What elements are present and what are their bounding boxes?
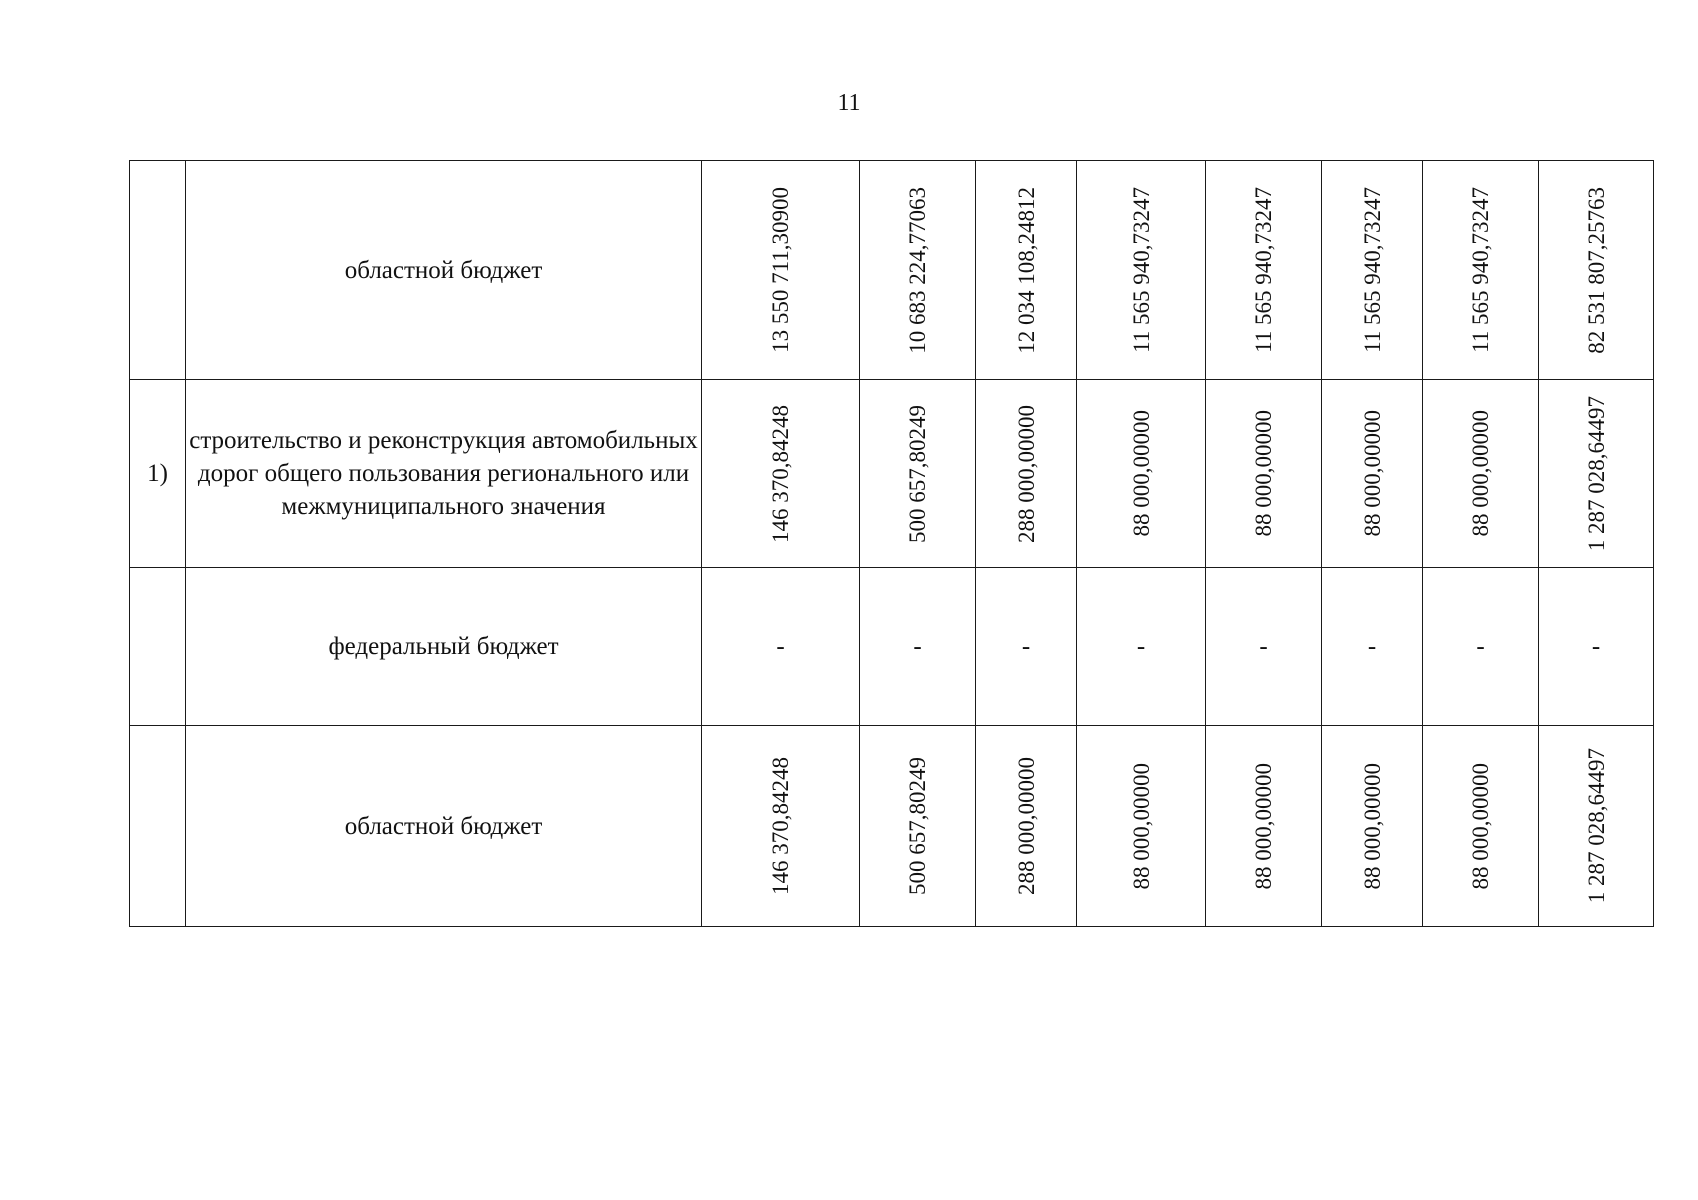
value-cell: [1423, 726, 1539, 927]
value-cell: [1322, 726, 1423, 927]
value-cell: [976, 161, 1077, 380]
row-number-cell: [130, 568, 186, 726]
value-cell: [1322, 380, 1423, 568]
value-cell: [1206, 161, 1322, 380]
value-text: 11 565 940,73247: [1468, 187, 1493, 353]
value-cell: [702, 161, 860, 380]
value-cell: -: [1322, 568, 1423, 726]
row-number-cell: [130, 726, 186, 927]
value-text: 288 000,00000: [1013, 757, 1039, 895]
value-text: 88 000,00000: [1251, 410, 1276, 537]
table-row: [130, 726, 1654, 927]
value-text: 10 683 224,77063: [905, 186, 930, 354]
value-text: 1 287 028,64497: [1583, 748, 1609, 904]
row-number-cell: [130, 161, 186, 380]
value-cell: [1077, 161, 1206, 380]
value-cell: [976, 380, 1077, 568]
table-row: [130, 161, 1654, 380]
value-text: 146 370,84248: [768, 404, 793, 543]
value-cell: [702, 726, 860, 927]
value-cell: [1539, 380, 1654, 568]
value-cell: -: [1077, 568, 1206, 726]
value-text: 500 657,80249: [905, 404, 930, 543]
value-cell: [1423, 161, 1539, 380]
row-label: областной бюджет: [186, 161, 702, 380]
budget-table: [129, 160, 1654, 927]
value-cell: -: [1423, 568, 1539, 726]
row-label: строительство и реконструкция автомобильных дорог общего пользования регионального или межмуниципального значения: [186, 380, 702, 568]
value-cell: [1539, 161, 1654, 380]
value-text: 11 565 940,73247: [1251, 187, 1276, 353]
value-text: 500 657,80249: [905, 757, 930, 895]
value-cell: [1077, 380, 1206, 568]
value-text: 82 531 807,25763: [1583, 186, 1609, 354]
row-label: областной бюджет: [186, 726, 702, 927]
value-text: 12 034 108,24812: [1013, 186, 1039, 354]
value-text: 288 000,00000: [1013, 404, 1039, 543]
value-cell: -: [702, 568, 860, 726]
page-number: 11: [837, 90, 861, 116]
value-text: 88 000,00000: [1251, 762, 1276, 890]
value-text: 88 000,00000: [1359, 410, 1385, 537]
value-cell: [1206, 726, 1322, 927]
value-cell: -: [860, 568, 976, 726]
value-text: 1 287 028,64497: [1583, 395, 1609, 552]
value-text: 88 000,00000: [1468, 410, 1493, 537]
value-text: 88 000,00000: [1468, 762, 1493, 890]
value-text: 13 550 711,30900: [768, 187, 793, 353]
value-text: 11 565 940,73247: [1359, 187, 1385, 353]
value-cell: [860, 161, 976, 380]
value-cell: [702, 380, 860, 568]
value-cell: [1539, 726, 1654, 927]
row-number-cell: 1): [130, 380, 186, 568]
row-label: федеральный бюджет: [186, 568, 702, 726]
value-cell: [860, 380, 976, 568]
value-cell: -: [1539, 568, 1654, 726]
value-text: 146 370,84248: [768, 757, 793, 895]
value-cell: -: [976, 568, 1077, 726]
value-cell: [1423, 380, 1539, 568]
value-text: 88 000,00000: [1128, 410, 1154, 537]
value-cell: [1206, 380, 1322, 568]
value-text: 88 000,00000: [1128, 762, 1154, 890]
value-cell: [1077, 726, 1206, 927]
table-row: [130, 568, 1654, 726]
value-cell: [976, 726, 1077, 927]
value-text: 11 565 940,73247: [1128, 187, 1154, 353]
value-text: 88 000,00000: [1359, 762, 1385, 890]
value-cell: [1322, 161, 1423, 380]
value-cell: -: [1206, 568, 1322, 726]
table-row: [130, 380, 1654, 568]
value-cell: [860, 726, 976, 927]
